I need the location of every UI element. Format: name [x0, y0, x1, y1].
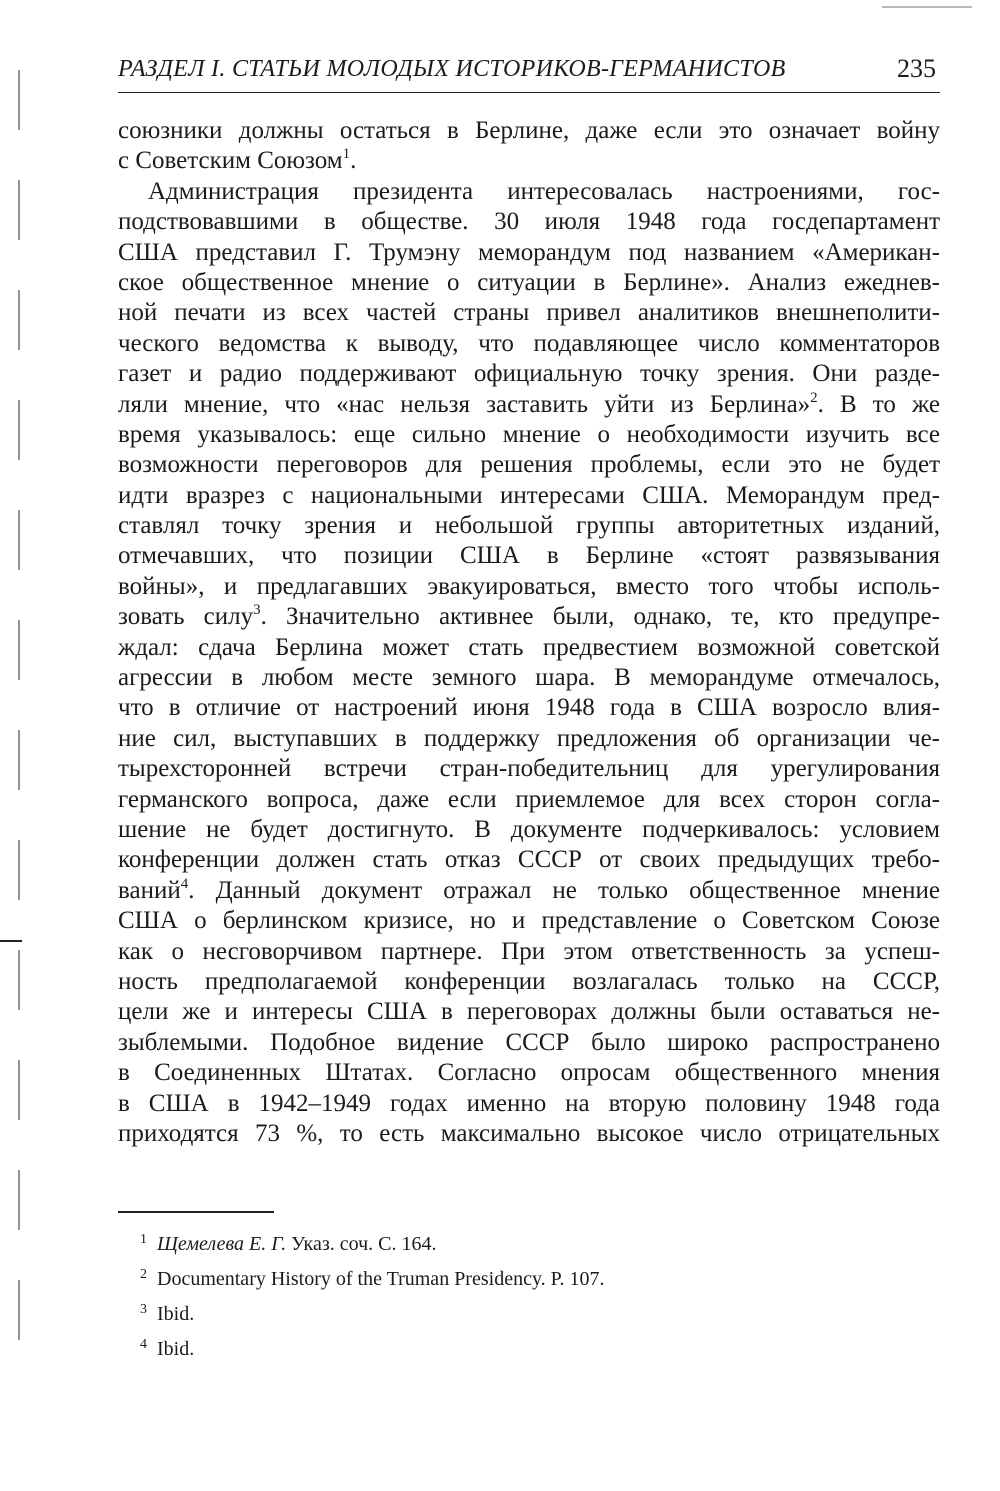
text-line: газет и радио поддерживают официальную точку зрения. Они разде-: [118, 360, 940, 388]
text-line: что в отличие от настроений июня 1948 года в США возросло влия-: [118, 694, 940, 722]
text-line: Администрация президента интересовалась настроениями, гос-: [148, 177, 940, 205]
text-line: агрессии в любом месте земного шара. В меморандуме отмечалось,: [118, 664, 940, 692]
text-line: зовать силу$^3$. Значительно активнее были, однако, те, кто предупре-: [118, 602, 940, 631]
text-line: цели же и интересы США в переговорах должны были оставаться не-: [118, 998, 940, 1026]
text-line: ной печати из всех частей страны привел аналитиков внешнеполити-: [118, 299, 940, 327]
text-line: ставлял точку зрения и небольшой группы авторитетных изданий,: [118, 512, 940, 540]
footnote-ref[interactable]: 4: [180, 875, 189, 892]
footnote-text: Ibid.: [157, 1303, 195, 1325]
text-line: конференции должен стать отказ СССР от своих предыдущих требо-: [118, 846, 940, 874]
text-line: ляли мнение, что «нас нельзя заставить уйти из Берлина»$^2$. В то же: [118, 389, 940, 418]
running-title: РАЗДЕЛ I. СТАТЬИ МОЛОДЫХ ИСТОРИКОВ-ГЕРМАНИСТОВ: [118, 56, 786, 82]
text-line: подствовавшими в обществе. 30 июля 1948 года госдепартамент: [118, 208, 940, 236]
footnote-separator: [118, 1211, 274, 1213]
text-line: зыблемыми. Подобное видение СССР было широко распространено: [118, 1028, 940, 1056]
text-line: приходятся 73 %, то есть максимально высокое число отрицательных: [118, 1119, 940, 1147]
text-line: идти вразрез с национальными интересами США. Меморандум пред-: [118, 481, 940, 509]
footnote-text: Documentary History of the Truman Presidency. P. 107.: [157, 1268, 605, 1290]
text-line: время указывалось: еще сильно мнение о необходимости изучить все: [118, 420, 940, 448]
footnote-text: Ibid.: [157, 1338, 195, 1360]
footnote-item: [140, 1222, 920, 1257]
text-line: США о берлинском кризисе, но и представление о Советском Союзе: [118, 907, 940, 935]
text-line: войны», и предлагавших эвакуироваться, вместо того чтобы исполь-: [118, 572, 940, 600]
text-line: ское общественное мнение о ситуации в Берлине». Анализ ежеднев-: [118, 268, 940, 296]
text-line: шение не будет достигнуто. В документе подчеркивалось: условием: [118, 815, 940, 843]
body-text: [118, 116, 940, 1149]
footnote-number: 4: [140, 1337, 147, 1352]
text-line: отмечавших, что позиции США в Берлине «стоят развязывания: [118, 542, 940, 570]
text-line: в Соединенных Штатах. Согласно опросам общественного мнения: [118, 1059, 940, 1087]
footnote-item: [140, 1292, 920, 1327]
text-line: США представил Г. Трумэну меморандум под названием «Американ-: [118, 238, 940, 266]
text-line: ваний$^4$. Данный документ отражал не только общественное мнение: [118, 875, 940, 904]
text-line: ждал: сдача Берлина может стать предвестием возможной советской: [118, 633, 940, 661]
text-line: ность предполагаемой конференции возлагалась только на СССР,: [118, 967, 940, 995]
text-line: тырехсторонней встречи стран-победительниц для урегулирования: [118, 755, 940, 783]
text-line: германского вопроса, даже если приемлемое для всех сторон согла-: [118, 785, 940, 813]
footnotes: [140, 1222, 920, 1362]
scan-page-edge: [18, 70, 20, 1390]
text-line: в США в 1942–1949 годах именно на вторую половину 1948 года: [118, 1089, 940, 1117]
text-line: возможности переговоров для решения проблемы, если это не будет: [118, 451, 940, 479]
footnote-ref[interactable]: 3: [253, 602, 261, 619]
footnote-number: 1: [140, 1232, 147, 1247]
scan-artifact-top: [882, 6, 972, 8]
footnote-text: Указ. соч. С. 164.: [291, 1233, 437, 1255]
text-line: с Советским Союзом$^1$.: [118, 146, 357, 175]
page-number: 235: [897, 54, 936, 83]
footnote-ref[interactable]: 2: [810, 389, 818, 406]
text-line: ние сил, выступавших в поддержку предложения об организации че-: [118, 724, 940, 752]
scan-edge-tick: [0, 940, 22, 942]
footnote-number: 2: [140, 1267, 147, 1282]
footnote-ref[interactable]: 1: [342, 146, 351, 163]
footnote-author: Щемелева Е. Г.: [157, 1233, 287, 1255]
footnote-item: [140, 1327, 920, 1362]
text-line: ческого ведомства к выводу, что подавляющее число комментаторов: [118, 329, 940, 357]
footnote-item: [140, 1257, 920, 1292]
text-line: союзники должны остаться в Берлине, даже если это означает войну: [118, 117, 940, 144]
running-head: [118, 52, 940, 93]
text-line: как о несговорчивом партнере. При этом ответственность за успеш-: [118, 937, 940, 965]
footnote-number: 3: [140, 1302, 147, 1317]
